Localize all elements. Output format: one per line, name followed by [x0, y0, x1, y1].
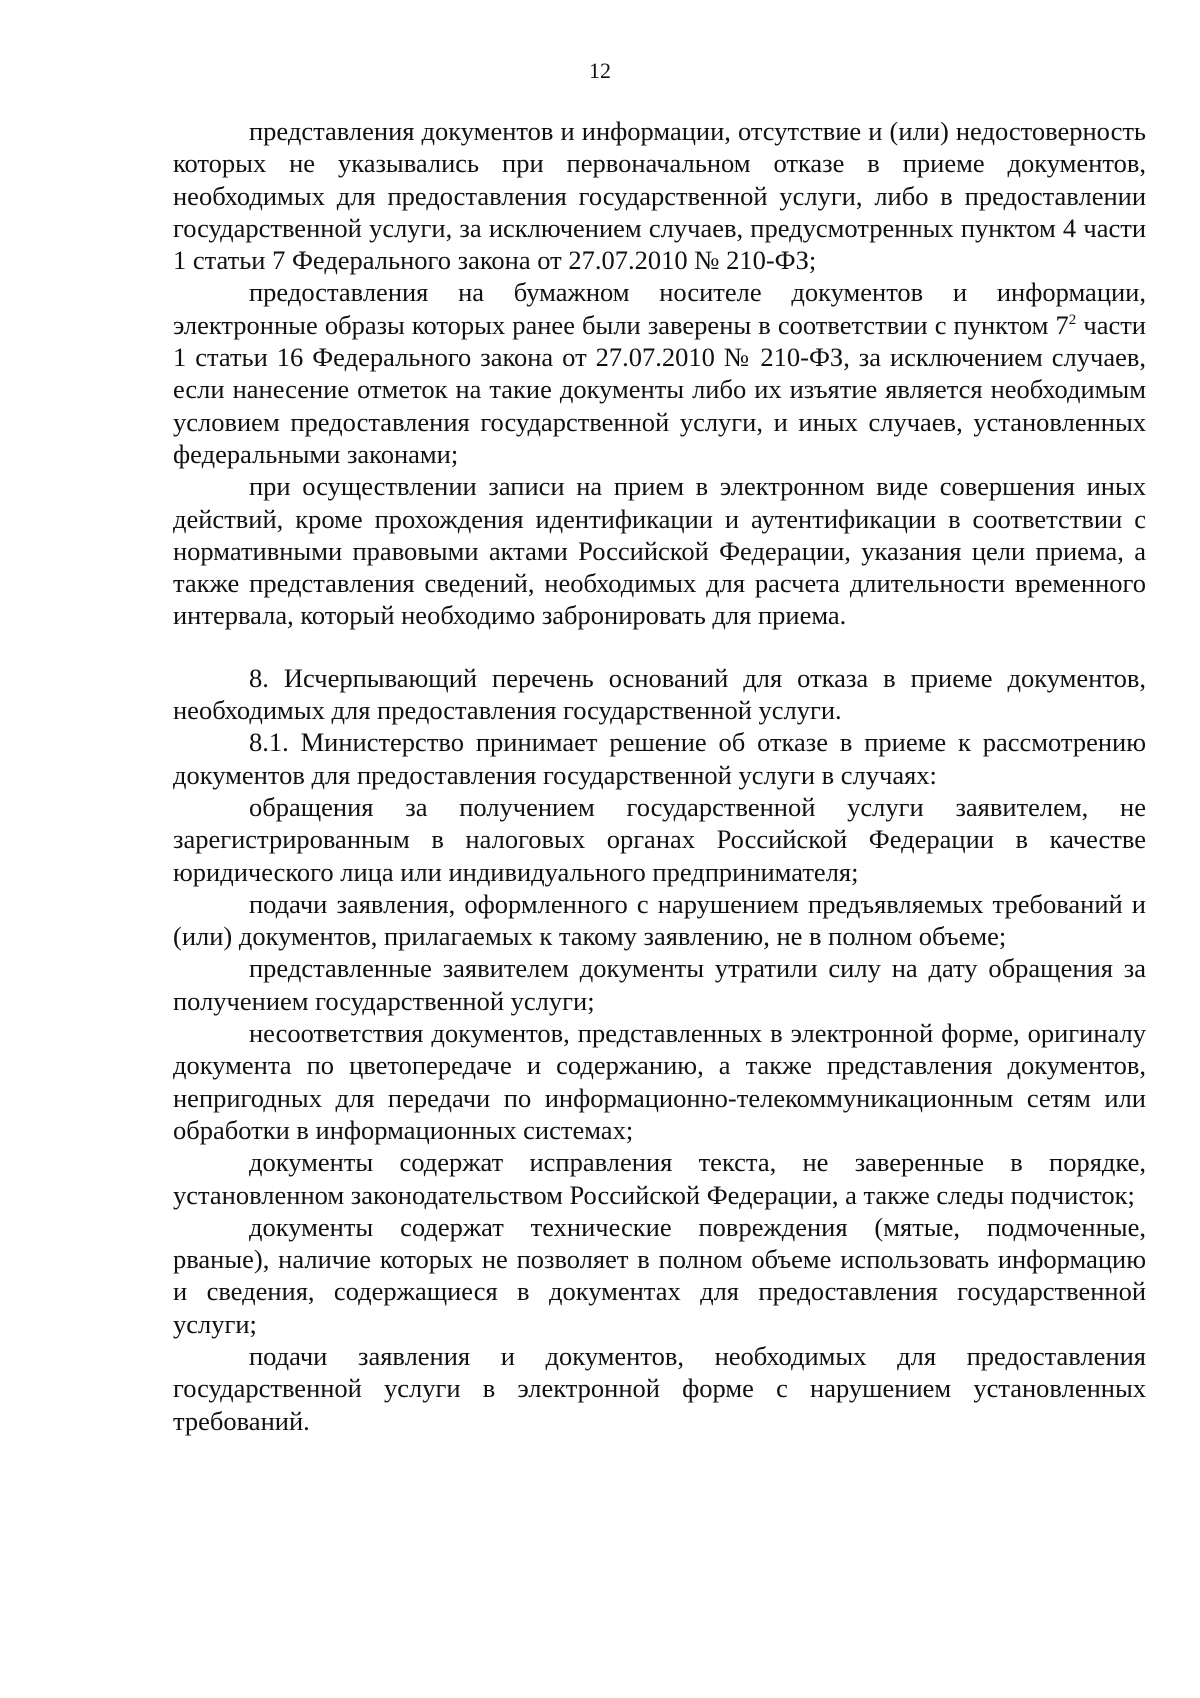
- paragraph: [173, 276, 1146, 470]
- list-item: подачи заявления, оформленного с нарушением предъявляемых требований и (или) документов, прилагаемых к такому заявлению, не в полном объеме;: [173, 888, 1146, 952]
- paragraph: представления документов и информации, отсутствие и (или) недостоверность которых не указывались при первоначальном отказе в приеме документов, необходимых для предоставления государственной услуги, либо в предоставлении государственной услуги, за исключением случаев, предусмотренных пунктом 4 части 1 статьи 7 Федерального закона от 27.07.2010 № 210-ФЗ;: [173, 116, 1146, 276]
- paragraph: при осуществлении записи на прием в электронном виде совершения иных действий, кроме прохождения идентификации и аутентификации в соответствии с нормативными правовыми актами Российской Федерации, указания цели приема, а также представления сведений, необходимых для расчета длительности временного интервала, который необходимо забронировать для приема.: [173, 471, 1146, 631]
- superscript: 2: [1068, 311, 1077, 328]
- paragraph-text: части 1 статьи 16 Федерального закона от 27.07.2010 № 210-ФЗ, за исключением случаев, если нанесение отметок на такие документы либо их изъятие является необходимым условием предоставления государственной услуги, и иных случаев, установленных федеральными законами;: [173, 309, 1146, 469]
- section-gap: [173, 632, 1146, 662]
- list-item: документы содержат исправления текста, не заверенные в порядке, установленном законодательством Российской Федерации, а также следы подчисток;: [173, 1147, 1146, 1210]
- section-heading: 8. Исчерпывающий перечень оснований для отказа в приеме документов, необходимых для предоставления государственной услуги.: [173, 662, 1146, 726]
- paragraph: 8.1. Министерство принимает решение об отказе в приеме к рассмотрению документов для предоставления государственной услуги в случаях:: [173, 727, 1146, 790]
- page-number: 12: [589, 58, 611, 83]
- list-item: документы содержат технические повреждения (мятые, подмоченные, рваные), наличие которых не позволяет в полном объеме использовать информацию и сведения, содержащиеся в документах для предоставления государственной услуги;: [173, 1211, 1146, 1339]
- paragraph-text: предоставления на бумажном носителе документов и информации, электронные образы которых ранее были заверены в соответствии с пунктом 7: [173, 277, 1146, 340]
- document-body: [173, 115, 1146, 1437]
- list-item: подачи заявления и документов, необходимых для предоставления государственной услуги в электронной форме с нарушением установленных требований.: [173, 1340, 1146, 1436]
- list-item: несоответствия документов, представленных в электронной форме, оригиналу документа по цветопередаче и содержанию, а также представления документов, непригодных для передачи по информационно-телекоммуникационным сетям или обработки в информационных системах;: [173, 1018, 1146, 1145]
- list-item: представленные заявителем документы утратили силу на дату обращения за получением государственной услуги;: [173, 953, 1146, 1016]
- list-item: обращения за получением государственной услуги заявителем, не зарегистрированным в налоговых органах Российской Федерации в качестве юридического лица или индивидуального предпринимателя;: [173, 791, 1146, 887]
